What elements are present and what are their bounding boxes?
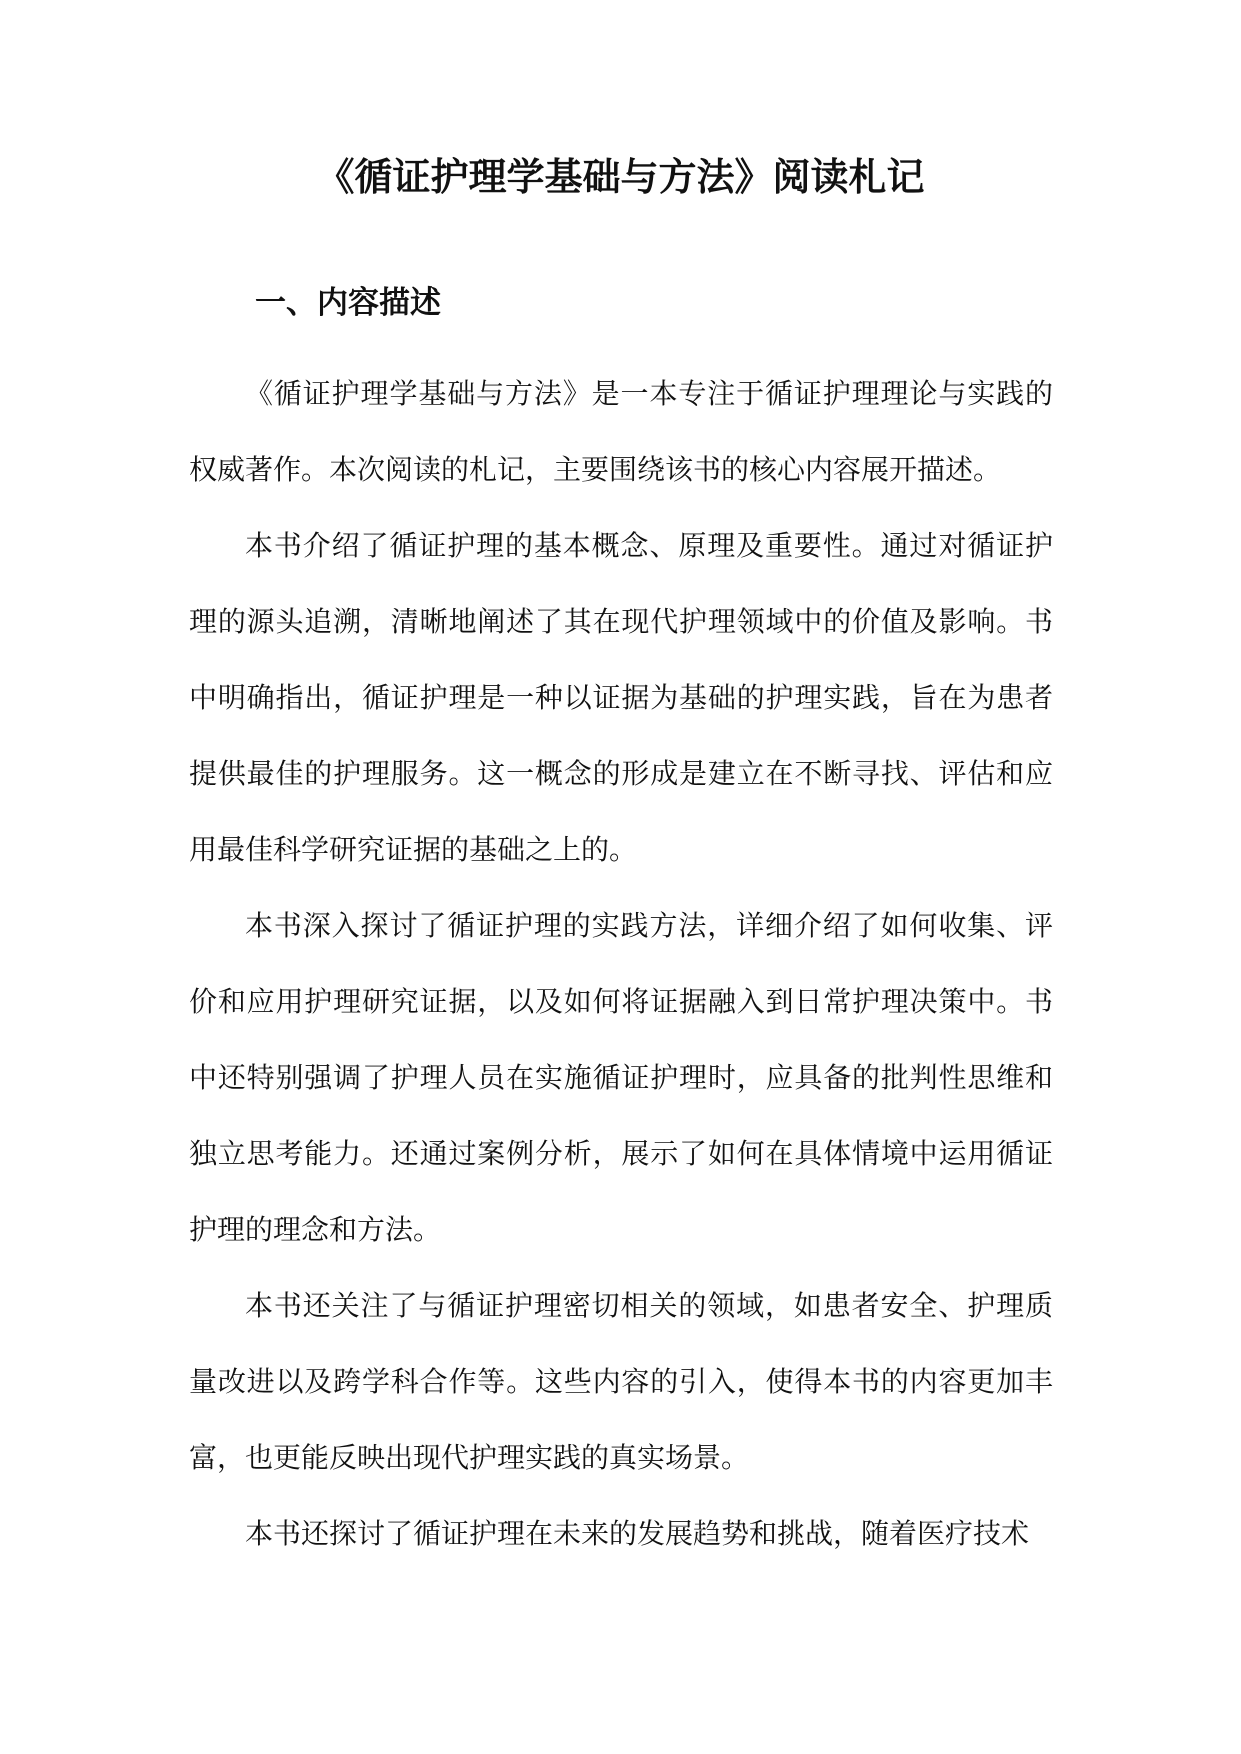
- paragraph-5: 本书还探讨了循证护理在未来的发展趋势和挑战，随着医疗技术: [245, 1517, 1030, 1550]
- paragraph-3: 本书深入探讨了循证护理的实践方法，详细介绍了如何收集、评价和应用护理研究证据，以及如何将证据融入到日常护理决策中。书中还特别强调了护理人员在实施循证护理时，应具备的批判性思维和独立思考能力。还通过案例分析，展示了如何在具体情境中运用循证护理的理念和方法。: [189, 909, 1053, 1246]
- document-title: 《循证护理学基础与方法》阅读札记: [316, 154, 925, 199]
- section-heading: 一、内容描述: [255, 285, 441, 321]
- paragraph-2: 本书介绍了循证护理的基本概念、原理及重要性。通过对循证护理的源头追溯，清晰地阐述了其在现代护理领域中的价值及影响。书中明确指出，循证护理是一种以证据为基础的护理实践，旨在为患者提供最佳的护理服务。这一概念的形成是建立在不断寻找、评估和应用最佳科学研究证据的基础之上的。: [189, 529, 1053, 866]
- paragraph-1: 《循证护理学基础与方法》是一本专注于循证护理理论与实践的权威著作。本次阅读的札记，主要围绕该书的核心内容展开描述。: [189, 377, 1053, 486]
- body-text: [189, 356, 1053, 1572]
- paragraph-4: 本书还关注了与循证护理密切相关的领域，如患者安全、护理质量改进以及跨学科合作等。这些内容的引入，使得本书的内容更加丰富，也更能反映出现代护理实践的真实场景。: [189, 1289, 1053, 1474]
